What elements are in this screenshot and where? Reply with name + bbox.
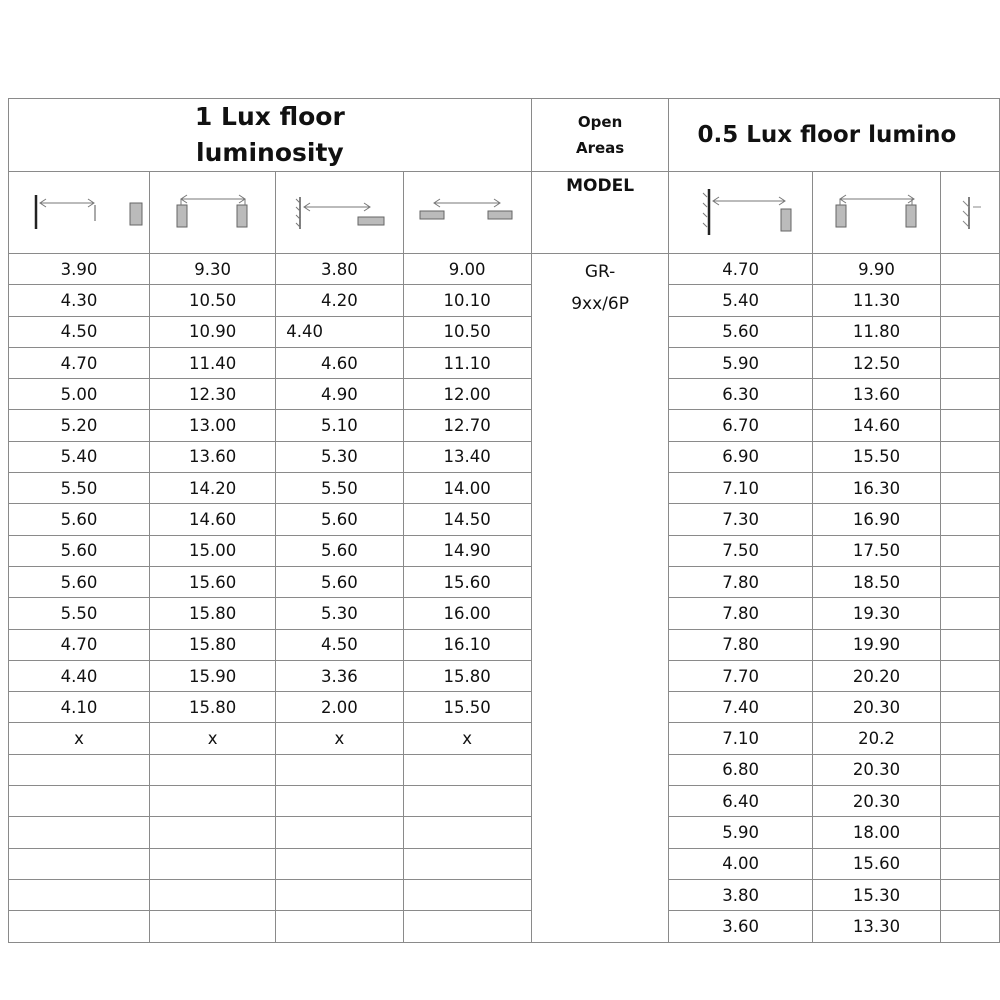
table-cell: 5.60 [276,504,403,535]
table-cell: 15.00 [149,535,275,566]
table-cell [941,379,1000,410]
table-cell: 12.00 [403,379,531,410]
table-cell [149,911,275,942]
table-cell: 20.20 [812,660,941,691]
table-cell: x [149,723,275,754]
group1-title-line1: 1 Lux floor [194,102,345,131]
icon-cell-2 [149,172,275,254]
table-cell: 7.80 [669,598,812,629]
table-cell: 4.90 [276,379,403,410]
table-row [9,786,1000,817]
table-cell: 14.90 [403,535,531,566]
table-cell: 7.50 [669,535,812,566]
icon-cell-3 [276,172,403,254]
table-row [9,754,1000,785]
table-cell [941,786,1000,817]
table-cell: 18.50 [812,566,941,597]
table-cell [941,254,1000,285]
table-cell: 3.80 [669,879,812,910]
table-cell: 19.30 [812,598,941,629]
table-cell [941,316,1000,347]
table-cell: 14.60 [812,410,941,441]
table-cell: 7.10 [669,723,812,754]
table-cell [403,848,531,879]
table-cell: 4.20 [276,285,403,316]
table-cell: 12.30 [149,379,275,410]
table-cell: 18.00 [812,817,941,848]
table-cell: 11.80 [812,316,941,347]
table-cell [149,754,275,785]
table-cell: 5.50 [276,473,403,504]
table-cell: 12.70 [403,410,531,441]
table-cell: x [9,723,150,754]
table-cell: 14.00 [403,473,531,504]
ceiling-to-ceiling-arrow-icon [412,193,522,233]
table-cell [149,879,275,910]
table-cell: 15.80 [403,660,531,691]
table-cell: 3.90 [9,254,150,285]
table-cell [941,410,1000,441]
table-cell [9,911,150,942]
table-cell [941,848,1000,879]
table-cell: 7.80 [669,566,812,597]
table-cell: 2.00 [276,692,403,723]
table-cell: 3.80 [276,254,403,285]
group1-title [9,99,532,172]
table-cell: 5.60 [276,535,403,566]
table-cell [276,786,403,817]
icon-cell-6 [812,172,941,254]
table-cell: 15.60 [403,566,531,597]
table-cell: 15.50 [812,441,941,472]
table-cell [9,817,150,848]
table-cell [941,911,1000,942]
table-cell: 16.90 [812,504,941,535]
table-cell: 20.2 [812,723,941,754]
table-cell [941,598,1000,629]
table-cell: 5.60 [9,566,150,597]
table-cell [9,786,150,817]
table-cell: 4.70 [669,254,812,285]
table-cell [9,879,150,910]
model-cell [531,254,669,943]
table-row [9,911,1000,942]
model-label: MODEL [566,176,635,196]
icon-cell-7 [941,172,1000,254]
table-row [9,817,1000,848]
table-cell: 6.90 [669,441,812,472]
table-cell: 15.90 [149,660,275,691]
table-cell [941,441,1000,472]
table-cell: 12.50 [812,347,941,378]
table-cell: 4.40 [9,660,150,691]
table-cell: 13.30 [812,911,941,942]
table-row [9,723,1000,754]
table-cell: 6.80 [669,754,812,785]
wall-to-ceiling-arrow-icon [284,193,394,233]
table-cell [9,754,150,785]
table-cell: 5.50 [9,598,150,629]
table-cell [941,754,1000,785]
table-cell: 15.80 [149,629,275,660]
table-cell: 20.30 [812,786,941,817]
table-cell: 7.70 [669,660,812,691]
table-cell: 7.40 [669,692,812,723]
table-cell [941,285,1000,316]
table-cell: 11.30 [812,285,941,316]
open-areas-header [531,99,669,172]
model-header [531,172,669,254]
table-cell: 5.60 [9,504,150,535]
table-row [9,473,1000,504]
table-cell: 15.50 [403,692,531,723]
table-cell: 16.30 [812,473,941,504]
table-cell [403,786,531,817]
open-areas-line1: Open [577,113,623,131]
table-cell [403,879,531,910]
table-cell: 13.00 [149,410,275,441]
table-cell: 5.90 [669,347,812,378]
table-cell: 5.20 [9,410,150,441]
table-cell: 6.40 [669,786,812,817]
table-cell: 16.00 [403,598,531,629]
table-cell: 11.10 [403,347,531,378]
table-cell [149,817,275,848]
table-cell [403,911,531,942]
table-cell: 14.50 [403,504,531,535]
table-row [9,410,1000,441]
table-cell: 13.40 [403,441,531,472]
open-areas-line2: Areas [575,139,625,157]
icon-cell-4 [403,172,531,254]
table-cell: 10.50 [149,285,275,316]
table-cell [276,754,403,785]
table-cell: 10.90 [149,316,275,347]
table-cell: 4.10 [9,692,150,723]
table-cell: 4.50 [276,629,403,660]
table-cell: 4.40 [276,316,403,347]
table-cell: 11.40 [149,347,275,378]
table-cell: 6.30 [669,379,812,410]
table-row [9,316,1000,347]
table-cell: 4.70 [9,629,150,660]
table-cell: 20.30 [812,692,941,723]
table-cell [941,535,1000,566]
table-cell: 9.90 [812,254,941,285]
table-cell [941,660,1000,691]
table-cell: x [276,723,403,754]
table-cell [276,879,403,910]
table-row [9,629,1000,660]
table-row [9,254,1000,285]
table-cell: 5.90 [669,817,812,848]
table-cell: 15.80 [149,692,275,723]
table-cell: 9.00 [403,254,531,285]
table-row [9,660,1000,691]
table-row [9,848,1000,879]
table-cell: 4.70 [9,347,150,378]
table-cell: 19.90 [812,629,941,660]
table-cell: 5.60 [669,316,812,347]
table-cell: 9.30 [149,254,275,285]
wall-to-floor-arrow-icon [14,193,144,233]
model-value-line1: GR- [584,262,616,282]
table-cell [403,754,531,785]
table-cell [941,504,1000,535]
table-cell [276,848,403,879]
table-cell: 5.00 [9,379,150,410]
table-cell: 15.30 [812,879,941,910]
table-cell: 17.50 [812,535,941,566]
table-row [9,598,1000,629]
table-row [9,347,1000,378]
table-row [9,504,1000,535]
table-cell: 15.60 [812,848,941,879]
table-cell: 5.60 [276,566,403,597]
table-cell: 7.10 [669,473,812,504]
wall-to-floor-arrow-icon [681,187,801,239]
table-cell [149,848,275,879]
table-cell [276,911,403,942]
table-row [9,441,1000,472]
table-cell: 5.10 [276,410,403,441]
model-value-line2: 9xx/6P [571,294,629,314]
table-cell: 5.40 [9,441,150,472]
table-cell: 5.50 [9,473,150,504]
icon-cell-1 [9,172,150,254]
table-cell: 5.60 [9,535,150,566]
table-cell: 13.60 [149,441,275,472]
fixture-to-fixture-arrow-icon [822,193,932,233]
wall-partial-icon [951,193,981,233]
table-cell [149,786,275,817]
table-row [9,879,1000,910]
table-cell: 7.80 [669,629,812,660]
table-cell [9,848,150,879]
table-cell [941,723,1000,754]
group2-title: 0.5 Lux floor lumino [669,99,1000,172]
table-cell: 3.36 [276,660,403,691]
fixture-to-fixture-arrow-icon [163,193,263,233]
table-row [9,566,1000,597]
group1-title-line2: luminosity [196,138,344,167]
table-cell: 6.70 [669,410,812,441]
table-cell: 4.30 [9,285,150,316]
table-cell: x [403,723,531,754]
luminosity-table [8,98,1000,943]
table-cell: 4.50 [9,316,150,347]
table-cell: 15.80 [149,598,275,629]
table-cell [941,817,1000,848]
table-cell: 5.40 [669,285,812,316]
table-cell: 5.30 [276,598,403,629]
table-cell: 14.60 [149,504,275,535]
table-cell [941,566,1000,597]
table-cell [403,817,531,848]
table-cell: 5.30 [276,441,403,472]
table-row [9,379,1000,410]
table-cell: 10.10 [403,285,531,316]
table-cell [941,347,1000,378]
table-cell: 13.60 [812,379,941,410]
table-row [9,285,1000,316]
table-cell: 20.30 [812,754,941,785]
table-cell: 14.20 [149,473,275,504]
table-cell [941,473,1000,504]
table-row [9,535,1000,566]
table-cell [941,692,1000,723]
table-cell: 4.00 [669,848,812,879]
icon-cell-5 [669,172,812,254]
table-cell [941,629,1000,660]
table-cell [941,879,1000,910]
table-row [9,692,1000,723]
table-cell: 10.50 [403,316,531,347]
table-cell: 3.60 [669,911,812,942]
table-cell: 7.30 [669,504,812,535]
table-cell: 16.10 [403,629,531,660]
table-cell [276,817,403,848]
table-cell: 4.60 [276,347,403,378]
table-cell: 15.60 [149,566,275,597]
